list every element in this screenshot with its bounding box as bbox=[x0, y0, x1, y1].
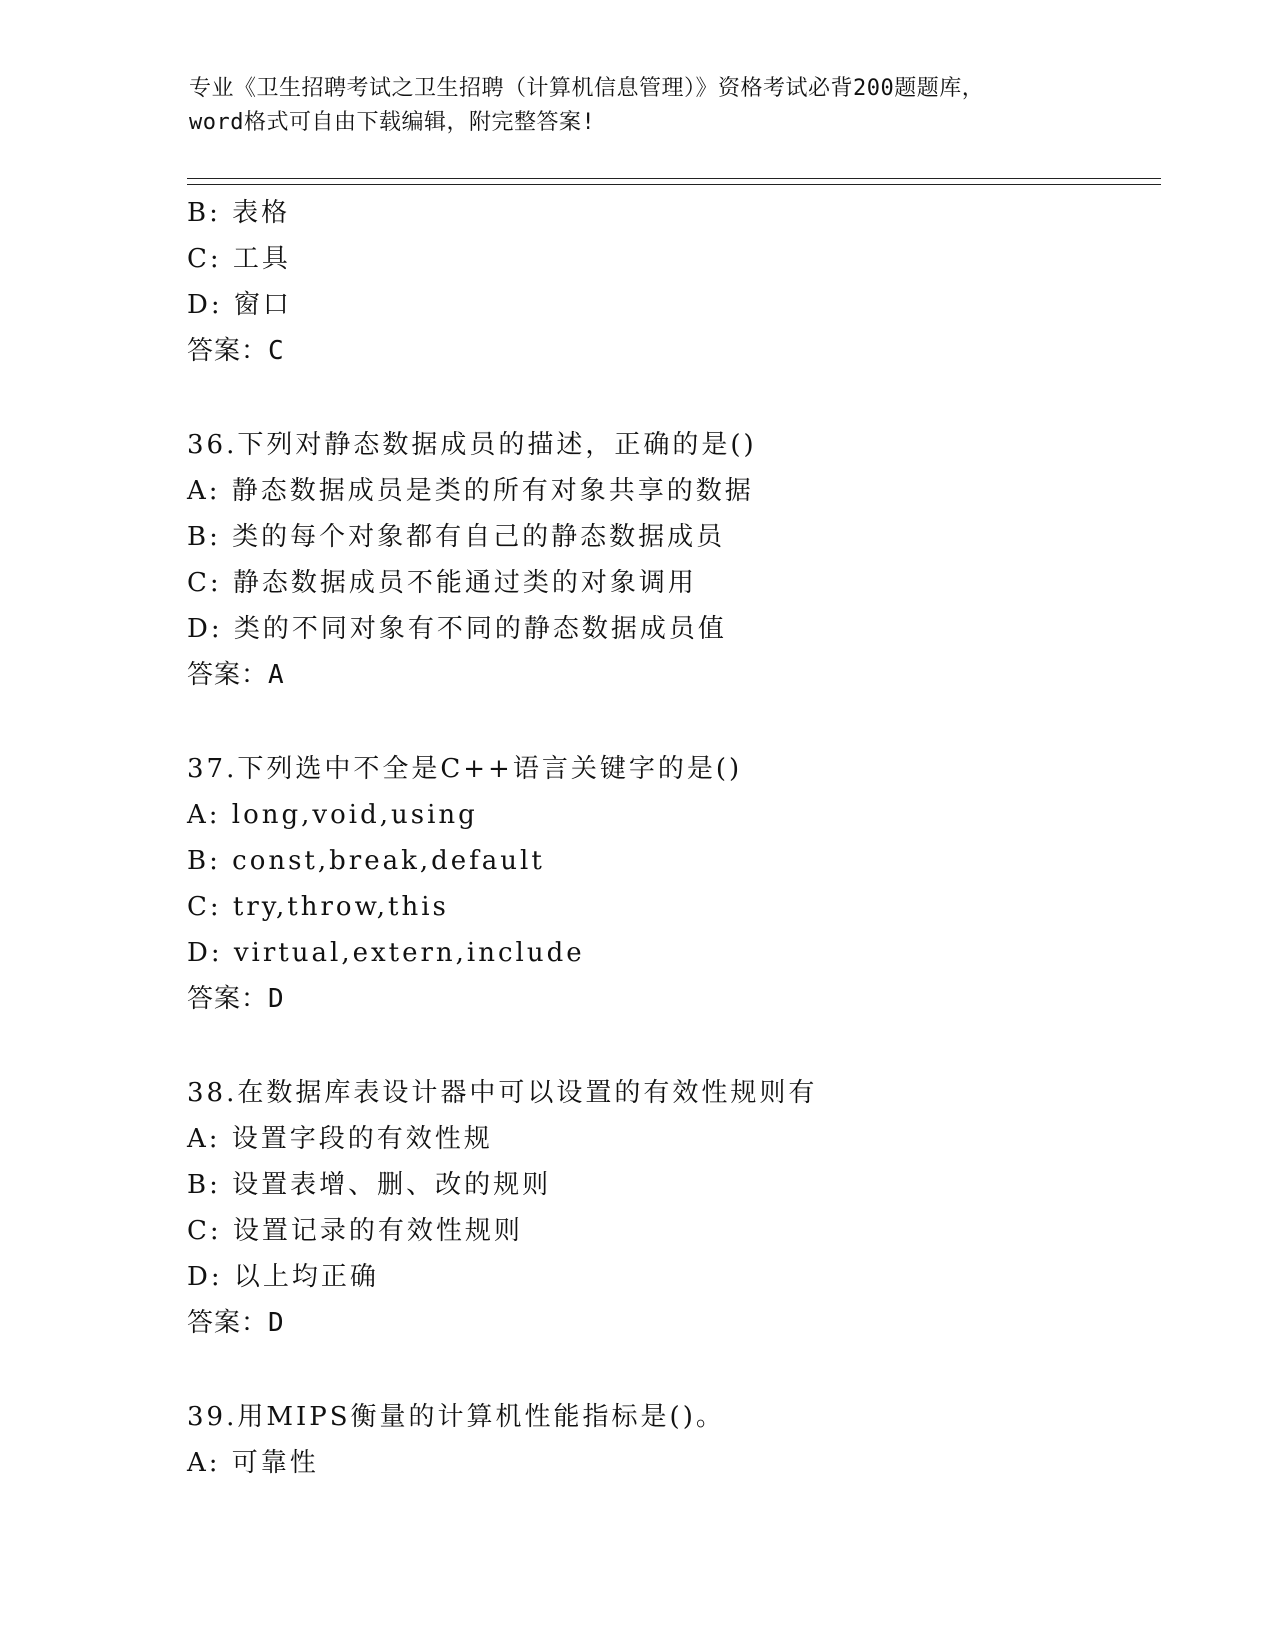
option-d: D: 类的不同对象有不同的静态数据成员值 bbox=[187, 614, 727, 644]
option-d: D: 窗口 bbox=[187, 290, 292, 320]
option-a: A: 设置字段的有效性规 bbox=[187, 1124, 493, 1154]
question-list bbox=[187, 190, 1167, 1486]
option-b: B: 类的每个对象都有自己的静态数据成员 bbox=[187, 522, 726, 552]
spacer bbox=[187, 1346, 1167, 1394]
answer: 答案：C bbox=[187, 336, 285, 366]
question-stem: 39.用MIPS衡量的计算机性能指标是()。 bbox=[187, 1402, 725, 1432]
header-divider-bottom bbox=[187, 184, 1161, 185]
header-line-1: 专业《卫生招聘考试之卫生招聘（计算机信息管理）》资格考试必背200题题库， bbox=[189, 76, 985, 101]
option-a: A: 静态数据成员是类的所有对象共享的数据 bbox=[187, 476, 754, 506]
option-d: D: 以上均正确 bbox=[187, 1262, 379, 1292]
option-c: C: 工具 bbox=[187, 244, 291, 274]
option-b: B: 设置表增、删、改的规则 bbox=[187, 1170, 552, 1200]
spacer bbox=[187, 1022, 1167, 1070]
answer: 答案：D bbox=[187, 984, 285, 1014]
question-stem: 37.下列选中不全是C++语言关键字的是() bbox=[187, 754, 743, 784]
header-line-2: word格式可自由下载编辑，附完整答案! bbox=[189, 110, 596, 135]
header-divider-top bbox=[187, 178, 1161, 179]
answer: 答案：D bbox=[187, 1308, 285, 1338]
question-block-36 bbox=[187, 422, 1167, 698]
option-c: C: 设置记录的有效性规则 bbox=[187, 1216, 523, 1246]
option-c: C: try,throw,this bbox=[187, 892, 449, 922]
question-stem: 36.下列对静态数据成员的描述，正确的是() bbox=[187, 430, 757, 460]
question-block-35-tail bbox=[187, 190, 1167, 374]
option-d: D: virtual,extern,include bbox=[187, 938, 585, 968]
spacer bbox=[187, 374, 1167, 422]
answer: 答案：A bbox=[187, 660, 285, 690]
question-block-38 bbox=[187, 1070, 1167, 1346]
question-block-37 bbox=[187, 746, 1167, 1022]
document-header bbox=[189, 72, 1089, 140]
option-a: A: 可靠性 bbox=[187, 1448, 319, 1478]
question-stem: 38.在数据库表设计器中可以设置的有效性规则有 bbox=[187, 1078, 818, 1108]
option-a: A: long,void,using bbox=[187, 800, 478, 830]
spacer bbox=[187, 698, 1167, 746]
question-block-39 bbox=[187, 1394, 1167, 1486]
option-c: C: 静态数据成员不能通过类的对象调用 bbox=[187, 568, 697, 598]
option-b: B: 表格 bbox=[187, 198, 291, 228]
option-b: B: const,break,default bbox=[187, 846, 545, 876]
